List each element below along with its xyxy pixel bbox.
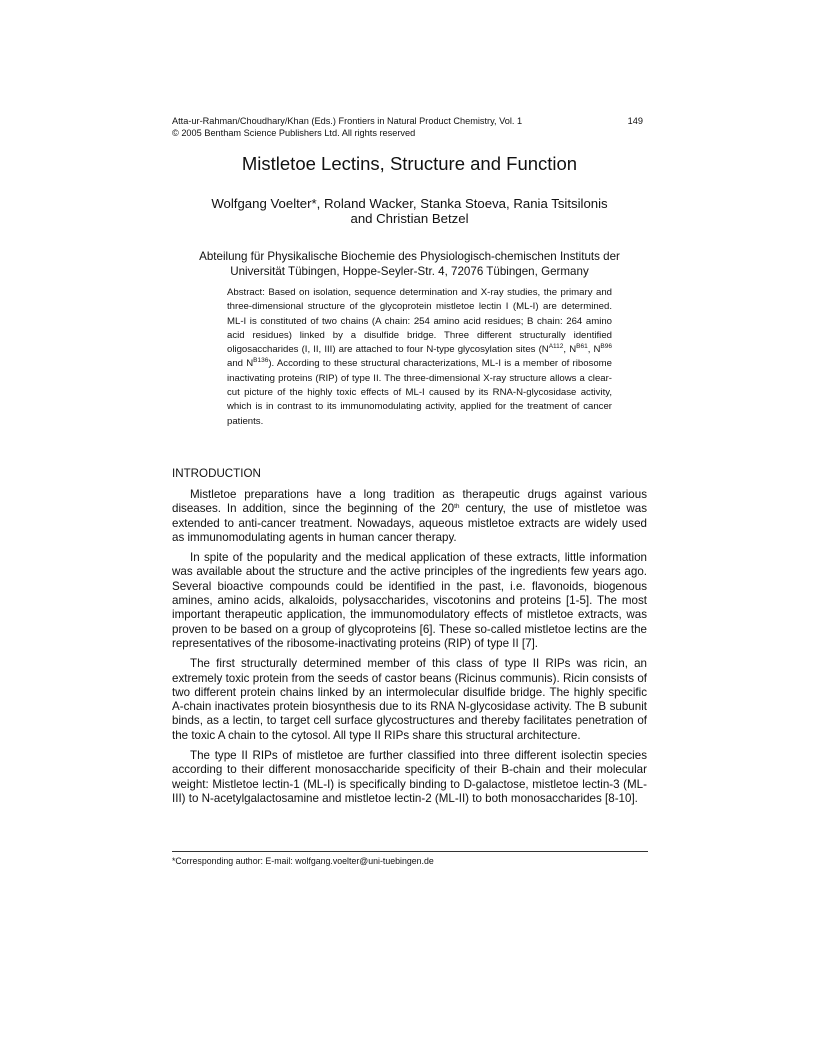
authors-line-1: Wolfgang Voelter*, Roland Wacker, Stanka Stoeva, Rania Tsitsilonis <box>211 196 608 211</box>
abstract-text: , N <box>563 344 577 356</box>
running-header <box>172 115 647 139</box>
page-number: 149 <box>627 116 643 126</box>
copyright-line: © 2005 Bentham Science Publishers Ltd. All rights reserved <box>172 128 416 138</box>
paragraph: In spite of the popularity and the medical application of these extracts, little information was available about the structure and the active principles of the ingredients few years ago. Several bioactive compounds could be identified in the past, i.e. flavonoids, biogenous amines, amino acids, alkaloids, polysaccharides, viscotonins and proteins [1-5]. The most important therapeutic application, the immunomodulatory effects of mistletoe extracts, was proven to be based on a group of glycoproteins [6]. These so-called mistletoe lectins are the representatives of the ribosome-inactivating proteins (RIP) of type II [7]. <box>172 551 647 650</box>
abstract-text: ). According to these structural characterizations, ML-I is a member of ribosome inactivating proteins (RIP) of type II. The three-dimensional X-ray structure allows a clear-cut picture of the highly toxic effects of ML-I caused by its RNA-N-glycosidase activity, which is in contrast to its immunomodulating activity, applied for the treatment of cancer patients. <box>227 358 613 427</box>
abstract-text: , N <box>587 344 601 356</box>
body-text <box>172 488 647 812</box>
affiliation-line-1: Abteilung für Physikalische Biochemie des Physiologisch-chemischen Instituts der <box>199 250 620 263</box>
paragraph-text: Mistletoe preparations have a long tradition as therapeutic drugs against various diseases. In addition, since the beginning of the 20 <box>172 488 647 516</box>
paragraph: The first structurally determined member of this class of type II RIPs was ricin, an extremely toxic protein from the seeds of castor beans (Ricinus communis). Ricin consists of two different protein chains linked by an intermolecular disulfide bridge. The highly specific A-chain inactivates protein biosynthesis due to its RNA N-glycosidase activity. The B subunit binds, as a lectin, to target cell surface glycostructures and thereby facilitates penetration of the toxic A chain to the cytosol. All type II RIPs share this structural architecture. <box>172 657 647 742</box>
superscript: A112 <box>548 343 564 351</box>
citation-line: Atta-ur-Rahman/Choudhary/Khan (Eds.) Frontiers in Natural Product Chemistry, Vol. 1 <box>172 116 523 126</box>
affiliation-line-2: Universität Tübingen, Hoppe-Seyler-Str. 4, 72076 Tübingen, Germany <box>230 264 589 278</box>
superscript: B61 <box>576 343 588 351</box>
paragraph: The type II RIPs of mistletoe are further classified into three different isolectin species according to their different monosaccharide specificity of their B-chain and their molecular weight: Mistletoe lectin-1 (ML-I) is specifically binding to D-galactose, mistletoe lectin-3 (ML-III) to N-acetylgalactosamine and mistletoe lectin-2 (ML-II) to both monosaccharides [8-10]. <box>172 749 647 805</box>
affiliation <box>172 250 647 279</box>
paper-title: Mistletoe Lectins, Structure and Function <box>241 153 578 174</box>
superscript: B136 <box>253 357 269 365</box>
paragraph <box>172 488 647 545</box>
paragraph-text: century, the use of mistletoe was extended to anti-cancer treatment. Nowadays, aqueous mistletoe extracts are widely used as immunomodulating agents in human cancer therapy. <box>172 502 647 544</box>
superscript: B96 <box>600 343 612 351</box>
footnote-rule <box>172 851 648 852</box>
abstract-text: and N <box>227 358 254 370</box>
abstract-text: Abstract: Based on isolation, sequence determination and X-ray studies, the primary and three-dimensional structure of the glycoprotein mistletoe lectin I (ML-I) are determined. ML-I is constituted of two chains (A chain: 254 amino acid residues; B chain: 264 amino acid residues) linked by a disulfide bridge. Three different structurally identified oligosaccharides (I, II, III) are attached to four N-type glycosylation sites (N <box>227 287 612 356</box>
superscript: th <box>454 503 460 511</box>
authors <box>172 197 647 226</box>
authors-line-2: and Christian Betzel <box>350 210 469 226</box>
footnote: *Corresponding author: E-mail: wolfgang.voelter@uni-tuebingen.de <box>172 856 434 866</box>
abstract <box>227 286 612 429</box>
section-heading: INTRODUCTION <box>172 467 261 480</box>
